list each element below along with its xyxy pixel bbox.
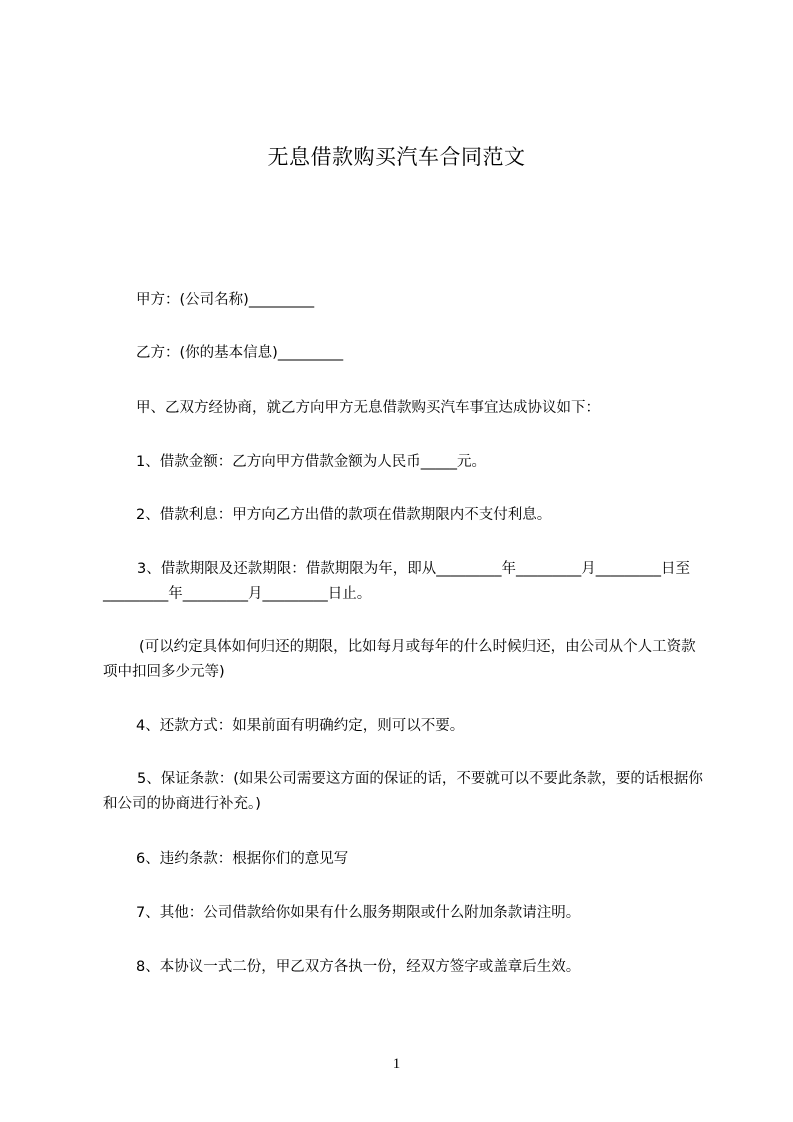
page-number: 1: [392, 1056, 401, 1072]
clause-guarantee: 5、保证条款：(如果公司需要这方面的保证的话，不要就可以不要此条款，要的话根据你和公司的协商进行补充。): [103, 771, 703, 812]
party-b-line: 乙方：(你的基本信息)_________: [136, 345, 344, 361]
clause-effectiveness: 8、本协议一式二份，甲乙双方各执一份，经双方签字或盖章后生效。: [136, 959, 581, 975]
clause-breach: 6、违约条款：根据你们的意见写: [136, 851, 349, 867]
party-a-line: 甲方：(公司名称)_________: [136, 292, 315, 308]
clause-loan-amount: 1、借款金额：乙方向甲方借款金额为人民币_____元。: [136, 454, 486, 470]
clause-repayment-method: 4、还款方式：如果前面有明确约定，则可以不要。: [136, 718, 465, 734]
clause-loan-term: 3、借款期限及还款期限：借款期限为年，即从_________年_________月_________日至_________年_________月_________日止。: [103, 561, 690, 602]
clause-other: 7、其他：公司借款给你如果有什么服务期限或什么附加条款请注明。: [136, 905, 581, 921]
document-title: 无息借款购买汽车合同范文: [267, 145, 526, 169]
repayment-note: (可以约定具体如何归还的期限，比如每月或每年的什么时候归还，由公司从个人工资款项中扣回多少元等): [103, 639, 696, 680]
agreement-intro: 甲、乙双方经协商，就乙方向甲方无息借款购买汽车事宜达成协议如下：: [136, 400, 600, 416]
clause-loan-interest: 2、借款利息：甲方向乙方出借的款项在借款期限内不支付利息。: [136, 507, 552, 523]
